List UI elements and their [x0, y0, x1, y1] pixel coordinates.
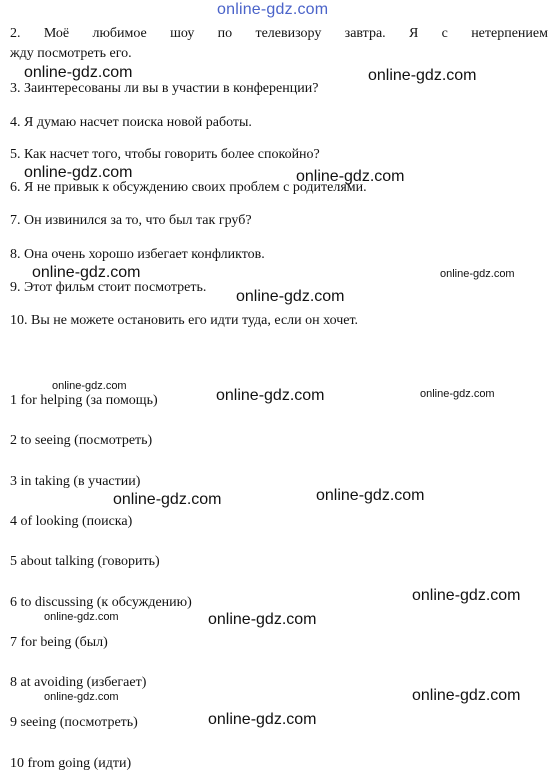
watermark: online-gdz.com [32, 264, 141, 281]
sentence-2-line-1: 2. Моё любимое шоу по телевизору завтра. Я с нетерпением [10, 26, 548, 41]
sentence-5: 5. Как насчет того, чтобы говорить более спокойно? [10, 147, 320, 162]
watermark: online-gdz.com [440, 268, 515, 280]
watermark: online-gdz.com [113, 491, 222, 508]
sentence-6: 6. Я не привык к обсуждению своих проблем с родителями. [10, 180, 367, 195]
sentence-2-line-2: жду посмотреть его. [10, 46, 132, 61]
watermark: online-gdz.com [52, 380, 127, 392]
watermark: online-gdz.com [216, 387, 325, 404]
answer-1: 1 for helping (за помощь) [10, 393, 158, 408]
sentence-3: 3. Заинтересованы ли вы в участии в конференции? [10, 81, 319, 96]
watermark: online-gdz.com [316, 487, 425, 504]
sentence-9: 9. Этот фильм стоит посмотреть. [10, 280, 207, 295]
sentence-8: 8. Она очень хорошо избегает конфликтов. [10, 247, 265, 262]
answer-8: 8 at avoiding (избегает) [10, 675, 147, 690]
watermark: online-gdz.com [236, 288, 345, 305]
watermark: online-gdz.com [44, 611, 119, 623]
watermark: online-gdz.com [24, 164, 133, 181]
answer-6: 6 to discussing (к обсуждению) [10, 595, 192, 610]
watermark: online-gdz.com [296, 168, 405, 185]
answer-3: 3 in taking (в участии) [10, 474, 141, 489]
watermark: online-gdz.com [44, 691, 119, 703]
answer-9: 9 seeing (посмотреть) [10, 715, 138, 730]
watermark: online-gdz.com [208, 711, 317, 728]
watermark: online-gdz.com [368, 67, 477, 84]
sentence-4: 4. Я думаю насчет поиска новой работы. [10, 115, 252, 130]
answer-4: 4 of looking (поиска) [10, 514, 133, 529]
watermark-top: online-gdz.com [217, 1, 329, 18]
watermark: online-gdz.com [208, 611, 317, 628]
answer-7: 7 for being (был) [10, 635, 108, 650]
answer-2: 2 to seeing (посмотреть) [10, 433, 153, 448]
watermark: online-gdz.com [412, 687, 521, 704]
watermark: online-gdz.com [412, 587, 521, 604]
watermark: online-gdz.com [420, 388, 495, 400]
sentence-7: 7. Он извинился за то, что был так груб? [10, 213, 252, 228]
answer-10: 10 from going (идти) [10, 756, 132, 771]
watermark: online-gdz.com [24, 64, 133, 81]
answer-5: 5 about talking (говорить) [10, 554, 160, 569]
sentence-10: 10. Вы не можете остановить его идти туда, если он хочет. [10, 313, 359, 328]
